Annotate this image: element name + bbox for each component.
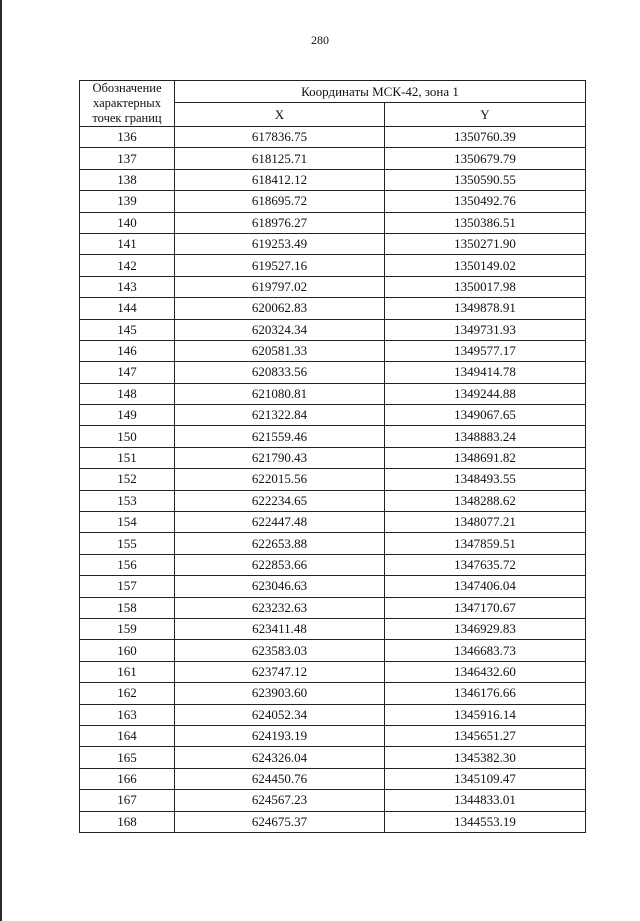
table-row [80, 704, 586, 725]
point-id-cell: 137 [80, 148, 175, 169]
table-row [80, 725, 586, 746]
x-coordinate-cell: 619797.02 [175, 276, 385, 297]
x-coordinate-cell: 618412.12 [175, 169, 385, 190]
table-row [80, 148, 586, 169]
point-id-cell: 147 [80, 362, 175, 383]
table-row [80, 469, 586, 490]
coordinates-system-header: Координаты МСК-42, зона 1 [175, 81, 586, 103]
table-row [80, 255, 586, 276]
x-column-header: X [175, 103, 385, 127]
x-coordinate-cell: 620324.34 [175, 319, 385, 340]
y-coordinate-cell: 1349244.88 [385, 383, 586, 404]
x-coordinate-cell: 621322.84 [175, 405, 385, 426]
coordinates-table [79, 80, 586, 833]
y-coordinate-cell: 1345382.30 [385, 747, 586, 768]
x-coordinate-cell: 622447.48 [175, 512, 385, 533]
point-id-cell: 154 [80, 512, 175, 533]
table-row [80, 512, 586, 533]
table-row [80, 618, 586, 639]
table-row [80, 426, 586, 447]
table-row [80, 191, 586, 212]
table-row [80, 661, 586, 682]
x-coordinate-cell: 620581.33 [175, 340, 385, 361]
table-row [80, 340, 586, 361]
point-id-cell: 152 [80, 469, 175, 490]
point-id-cell: 142 [80, 255, 175, 276]
y-coordinate-cell: 1348077.21 [385, 512, 586, 533]
x-coordinate-cell: 620833.56 [175, 362, 385, 383]
y-coordinate-cell: 1346176.66 [385, 683, 586, 704]
x-coordinate-cell: 624326.04 [175, 747, 385, 768]
x-coordinate-cell: 622653.88 [175, 533, 385, 554]
point-id-cell: 161 [80, 661, 175, 682]
y-coordinate-cell: 1348493.55 [385, 469, 586, 490]
y-coordinate-cell: 1350760.39 [385, 127, 586, 148]
table-row [80, 747, 586, 768]
y-coordinate-cell: 1348691.82 [385, 447, 586, 468]
table-row [80, 298, 586, 319]
table-row [80, 447, 586, 468]
table-row [80, 554, 586, 575]
point-id-cell: 136 [80, 127, 175, 148]
x-coordinate-cell: 623583.03 [175, 640, 385, 661]
x-coordinate-cell: 618695.72 [175, 191, 385, 212]
y-coordinate-cell: 1349577.17 [385, 340, 586, 361]
y-coordinate-cell: 1344553.19 [385, 811, 586, 832]
point-id-header: Обозначение характерных точек границ [80, 81, 175, 127]
point-id-cell: 155 [80, 533, 175, 554]
point-id-cell: 151 [80, 447, 175, 468]
table-row [80, 768, 586, 789]
table-row [80, 790, 586, 811]
point-id-cell: 168 [80, 811, 175, 832]
y-coordinate-cell: 1346683.73 [385, 640, 586, 661]
x-coordinate-cell: 624450.76 [175, 768, 385, 789]
x-coordinate-cell: 621559.46 [175, 426, 385, 447]
point-id-cell: 146 [80, 340, 175, 361]
point-id-cell: 138 [80, 169, 175, 190]
y-coordinate-cell: 1350492.76 [385, 191, 586, 212]
table-row [80, 811, 586, 832]
point-id-cell: 163 [80, 704, 175, 725]
x-coordinate-cell: 623046.63 [175, 576, 385, 597]
table-body [80, 127, 586, 833]
x-coordinate-cell: 620062.83 [175, 298, 385, 319]
table-row [80, 640, 586, 661]
point-id-cell: 159 [80, 618, 175, 639]
y-column-header: Y [385, 103, 586, 127]
x-coordinate-cell: 624567.23 [175, 790, 385, 811]
y-coordinate-cell: 1350149.02 [385, 255, 586, 276]
x-coordinate-cell: 621080.81 [175, 383, 385, 404]
x-coordinate-cell: 624193.19 [175, 725, 385, 746]
x-coordinate-cell: 619527.16 [175, 255, 385, 276]
x-coordinate-cell: 624052.34 [175, 704, 385, 725]
y-coordinate-cell: 1350386.51 [385, 212, 586, 233]
y-coordinate-cell: 1347859.51 [385, 533, 586, 554]
table-row [80, 233, 586, 254]
y-coordinate-cell: 1350271.90 [385, 233, 586, 254]
point-id-cell: 139 [80, 191, 175, 212]
table-row [80, 127, 586, 148]
x-coordinate-cell: 623232.63 [175, 597, 385, 618]
y-coordinate-cell: 1345109.47 [385, 768, 586, 789]
scan-edge-line [0, 0, 2, 921]
point-id-cell: 140 [80, 212, 175, 233]
point-id-cell: 145 [80, 319, 175, 340]
point-id-cell: 150 [80, 426, 175, 447]
y-coordinate-cell: 1344833.01 [385, 790, 586, 811]
point-id-cell: 166 [80, 768, 175, 789]
point-id-cell: 141 [80, 233, 175, 254]
point-id-cell: 157 [80, 576, 175, 597]
x-coordinate-cell: 623411.48 [175, 618, 385, 639]
y-coordinate-cell: 1348883.24 [385, 426, 586, 447]
y-coordinate-cell: 1347635.72 [385, 554, 586, 575]
x-coordinate-cell: 622234.65 [175, 490, 385, 511]
x-coordinate-cell: 622015.56 [175, 469, 385, 490]
table-row [80, 597, 586, 618]
table-row [80, 319, 586, 340]
table-row [80, 405, 586, 426]
x-coordinate-cell: 617836.75 [175, 127, 385, 148]
point-id-cell: 167 [80, 790, 175, 811]
point-id-cell: 156 [80, 554, 175, 575]
x-coordinate-cell: 622853.66 [175, 554, 385, 575]
y-coordinate-cell: 1349731.93 [385, 319, 586, 340]
x-coordinate-cell: 619253.49 [175, 233, 385, 254]
y-coordinate-cell: 1349414.78 [385, 362, 586, 383]
point-id-cell: 149 [80, 405, 175, 426]
x-coordinate-cell: 624675.37 [175, 811, 385, 832]
x-coordinate-cell: 621790.43 [175, 447, 385, 468]
table-row [80, 383, 586, 404]
point-id-cell: 143 [80, 276, 175, 297]
y-coordinate-cell: 1350590.55 [385, 169, 586, 190]
y-coordinate-cell: 1346929.83 [385, 618, 586, 639]
x-coordinate-cell: 623747.12 [175, 661, 385, 682]
x-coordinate-cell: 618125.71 [175, 148, 385, 169]
table-row [80, 533, 586, 554]
table-row [80, 683, 586, 704]
point-id-cell: 162 [80, 683, 175, 704]
table-row [80, 169, 586, 190]
table-header [80, 81, 586, 127]
y-coordinate-cell: 1349878.91 [385, 298, 586, 319]
table-row [80, 362, 586, 383]
point-id-cell: 153 [80, 490, 175, 511]
point-id-cell: 158 [80, 597, 175, 618]
x-coordinate-cell: 618976.27 [175, 212, 385, 233]
point-id-cell: 164 [80, 725, 175, 746]
y-coordinate-cell: 1345651.27 [385, 725, 586, 746]
header-row-group [80, 81, 586, 103]
y-coordinate-cell: 1348288.62 [385, 490, 586, 511]
y-coordinate-cell: 1350679.79 [385, 148, 586, 169]
y-coordinate-cell: 1350017.98 [385, 276, 586, 297]
point-id-cell: 148 [80, 383, 175, 404]
table-row [80, 212, 586, 233]
point-id-cell: 165 [80, 747, 175, 768]
y-coordinate-cell: 1346432.60 [385, 661, 586, 682]
y-coordinate-cell: 1349067.65 [385, 405, 586, 426]
page-number: 280 [311, 33, 329, 47]
table-row [80, 576, 586, 597]
y-coordinate-cell: 1345916.14 [385, 704, 586, 725]
y-coordinate-cell: 1347170.67 [385, 597, 586, 618]
x-coordinate-cell: 623903.60 [175, 683, 385, 704]
point-id-cell: 160 [80, 640, 175, 661]
y-coordinate-cell: 1347406.04 [385, 576, 586, 597]
table-row [80, 490, 586, 511]
table-row [80, 276, 586, 297]
point-id-cell: 144 [80, 298, 175, 319]
